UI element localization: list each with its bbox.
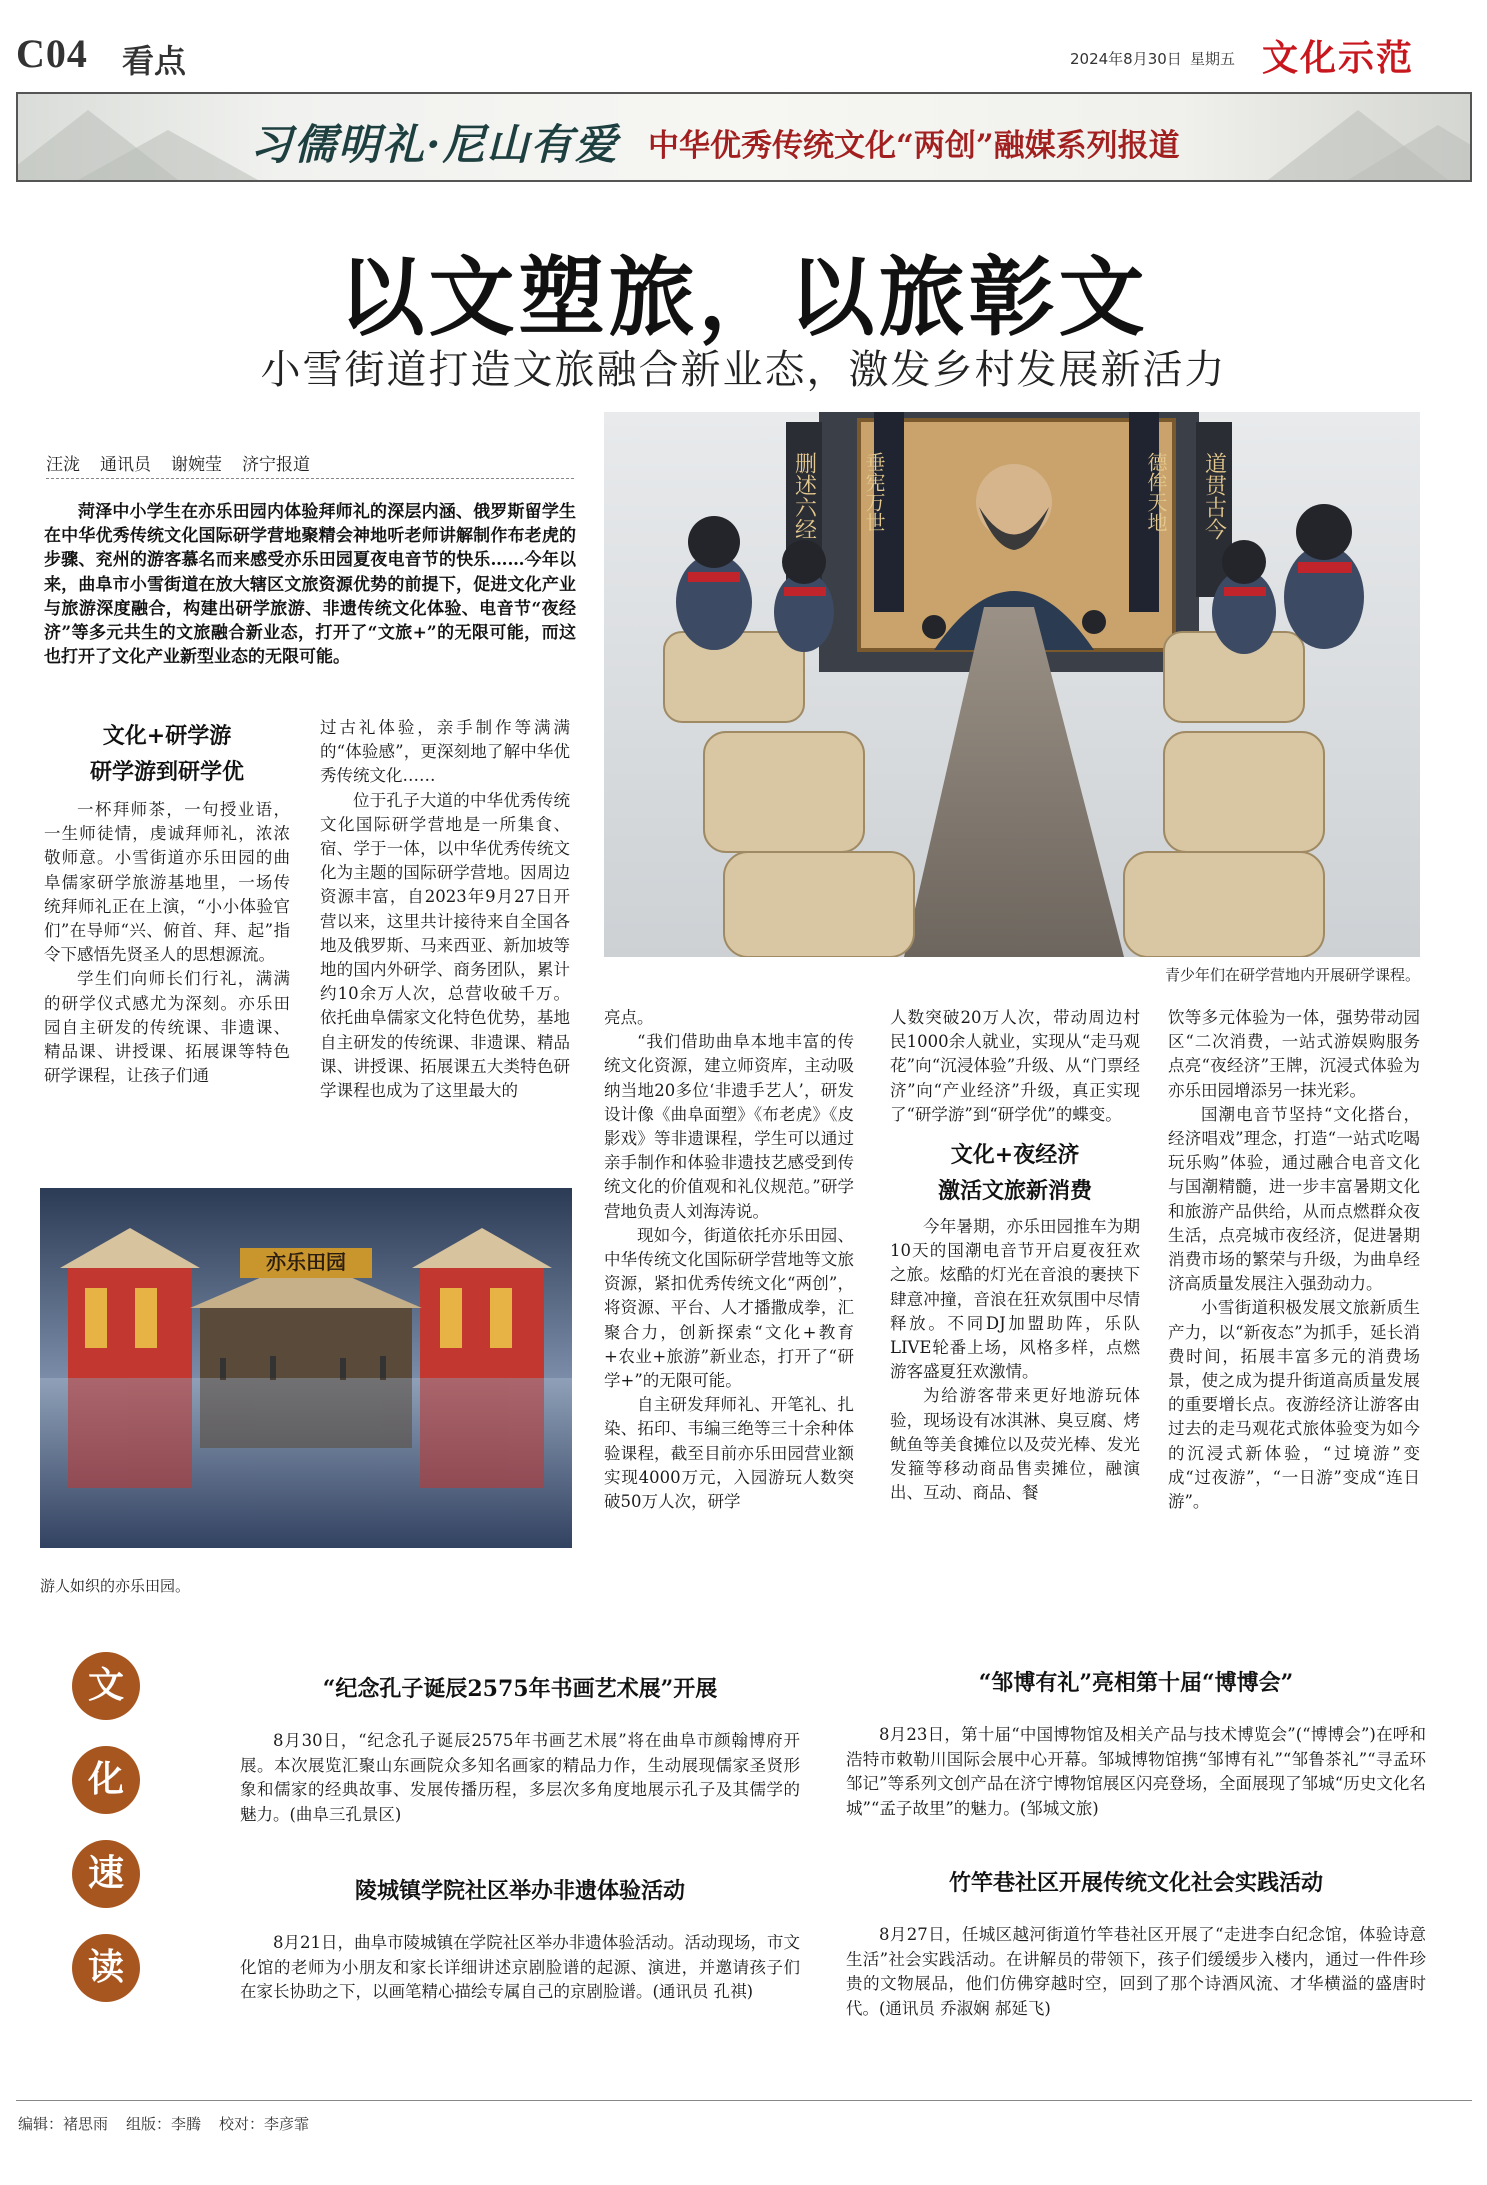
- news-body: 8月30日，“纪念孔子诞辰2575年书画艺术展”将在曲阜市颜翰博府开展。本次展览汇聚山东画院众多知名画家的精品力作，生动展现儒家圣贤形象和儒家的经典故事、发展传播历程，多层次多角度地展示孔子及其儒学的魅力。(曲阜三孔景区): [240, 1731, 800, 1824]
- article-column-4: [890, 1006, 1140, 1505]
- section-heading-line: 激活文旅新消费: [937, 1178, 1092, 1205]
- research-camp-photo: [604, 412, 1420, 957]
- article-column-2: [320, 716, 570, 1103]
- banner-text-right-1: 德侔天地: [1144, 452, 1168, 532]
- banner-text-left-1: 删述六经: [791, 452, 817, 540]
- paragraph: 国潮电音节坚持“文化搭台，经济唱戏”理念，打造“一站式吃喝玩乐购”体验，通过融合电音文化与国潮精髓，进一步丰富暑期文化和旅游产品供给，从而点燃群众夜生活，点亮城市夜经济，促进暑期消费市场的繁荣与升级，为曲阜经济高质量发展注入强劲动力。: [1168, 1104, 1420, 1294]
- paragraph: 位于孔子大道的中华优秀传统文化国际研学营地是一所集食、宿、学于一体，以中华优秀传统文化为主题的国际研学营地。因周边资源丰富，自2023年9月27日开营以来，这里共计接待来自全国各地及俄罗斯、马来西亚、新加坡等地的国内外研学、商务团队，累计约10余万人次，总营收破千万。依托曲阜儒家文化特色优势，基地自主研发的传统课、非遗课、精品课、讲授课、拓展课五大类特色研学课程也成为了这里最大的: [320, 790, 570, 1101]
- paragraph: 小雪街道积极发展文旅新质生产力，以“新夜态”为抓手，延长消费时间，拓展丰富多元的消费场景，使之成为提升街道高质量发展的重要增长点。夜游经济让游客由过去的走马观花式旅体验变为如今的沉浸式新体验，“过境游”变成“过夜游”，“一日游”变成“连日游”。: [1168, 1298, 1420, 1512]
- photo-caption: 青少年们在研学营地内开展研学课程。: [1164, 966, 1420, 984]
- section-heading-line: 研学游到研学优: [89, 759, 244, 785]
- byline-author: 汪泷: [46, 455, 80, 475]
- footer-layout: 组版：李腾: [126, 2115, 202, 2133]
- quick-news-char: 文: [72, 1652, 140, 1720]
- article-lede: 菏泽中小学生在亦乐田园内体验拜师礼的深层内涵、俄罗斯留学生在中华优秀传统文化国际研学营地聚精会神地听老师讲解制作布老虎的步骤、兖州的游客慕名而来感受亦乐田园夏夜电音节的快乐……今年以来，曲阜市小雪街道在放大辖区文旅资源优势的前提下，促进文化产业与旅游深度融合，构建出研学旅游、非遗传统文化体验、电音节“夜经济”等多元共生的文旅融合新业态，打开了“文旅+”的无限可能，而这也打开了文化产业新型业态的无限可能。: [44, 502, 576, 668]
- yile-tianyuan-illustration: [40, 1188, 572, 1548]
- article-subheadline: 小雪街道打造文旅融合新业态，激发乡村发展新活力: [260, 347, 1227, 393]
- quick-news-char: 读: [72, 1934, 140, 2002]
- paragraph: 今年暑期，亦乐田园推车为期10天的国潮电音节开启夏夜狂欢之旅。炫酷的灯光在音浪的裹挟下肆意冲撞，音浪在狂欢氛围中尽情释放。不同DJ加盟助阵，乐队LIVE轮番上场，风格多样，点燃游客盛夏狂欢激情。: [890, 1217, 1140, 1382]
- footer-divider: [16, 2100, 1472, 2101]
- masthead-logo: 文化示范: [1262, 38, 1415, 79]
- photo-caption: 游人如织的亦乐田园。: [40, 1577, 191, 1595]
- quick-news-char: 化: [72, 1746, 140, 1814]
- section-heading-line: 文化+夜经济: [950, 1142, 1080, 1169]
- article-column-3: [604, 1006, 854, 1514]
- footer-proofreader: 校对：李彦霏: [219, 2115, 310, 2133]
- issue-date: 2024年8月30日: [1070, 50, 1182, 68]
- paragraph: 现如今，街道依托亦乐田园、中华传统文化国际研学营地等文旅资源，紧扣优秀传统文化“两创”，将资源、平台、人才播撒成拳，汇聚合力，创新探索“文化+教育+农业+旅游”新业态，打开了“研学+”的无限可能。: [604, 1225, 854, 1391]
- article-column-1: [44, 718, 290, 1088]
- paragraph: 自主研发拜师礼、开笔礼、扎染、拓印、韦编三绝等三十余种体验课程，截至目前亦乐田园营业额实现4000万元，入园游玩人数突破50万人次，研学: [604, 1395, 854, 1512]
- news-item: [846, 1666, 1426, 1821]
- page-number: C04: [16, 31, 88, 76]
- issue-weekday: 星期五: [1190, 50, 1236, 68]
- byline-divider: [46, 478, 574, 479]
- paragraph: 饮等多元体验为一体，强势带动园区“二次消费，一站式游娱购服务点亮“夜经济”王牌，沉浸式体验为亦乐田园增添另一抹光彩。: [1168, 1008, 1420, 1100]
- banner-slogan: 习儒明礼·尼山有爱: [250, 120, 619, 169]
- paragraph: 为给游客带来更好地游玩体验，现场设有冰淇淋、臭豆腐、烤鱿鱼等美食摊位以及荧光棒、发光发箍等移动商品售卖摊位，融演出、互动、商品、餐: [890, 1386, 1140, 1503]
- news-body: 8月23日，第十届“中国博物馆及相关产品与技术博览会”(“博博会”)在呼和浩特市敕勒川国际会展中心开幕。邹城博物馆携“邹博有礼”“邹鲁茶礼”“寻孟环邹记”等系列文创产品在济宁博物馆展区闪亮登场，全面展现了邹城“历史文化名城”“孟子故里”的魅力。(邹城文旅): [846, 1725, 1426, 1818]
- section-heading-night-economy: [890, 1137, 1140, 1209]
- news-title: 陵城镇学院社区举办非遗体验活动: [354, 1878, 685, 1904]
- banner-series-title: 中华优秀传统文化“两创”融媒系列报道: [648, 128, 1180, 164]
- gate-sign: 亦乐田园: [266, 1250, 346, 1274]
- paragraph: 过古礼体验，亲手制作等满满的“体验感”，更深刻地了解中华优秀传统文化……: [320, 718, 570, 786]
- news-item: [846, 1866, 1426, 2021]
- footer-editor: 编辑：褚思雨: [18, 2115, 109, 2133]
- news-item: [240, 1672, 800, 1827]
- quick-news-char: 速: [72, 1840, 140, 1908]
- section-name: 看点: [122, 42, 187, 80]
- series-banner: [16, 92, 1472, 182]
- banner-text-left-2: 垂宪万世: [862, 452, 886, 532]
- paragraph: 学生们向师长们行礼，满满的研学仪式感尤为深刻。亦乐田园自主研发的传统课、非遗课、精品课、讲授课、拓展课等特色研学课程，让孩子们通: [44, 969, 290, 1086]
- byline-role: 通讯员: [100, 455, 151, 475]
- footer-credits: [18, 2113, 327, 2134]
- quick-news-label: [72, 1652, 140, 2002]
- article-column-5: [1168, 1006, 1420, 1514]
- news-title: “邹博有礼”亮相第十届“博博会”: [978, 1670, 1294, 1696]
- research-camp-illustration: [604, 412, 1420, 957]
- section-heading-research: [44, 718, 290, 790]
- news-body: 8月27日，任城区越河街道竹竿巷社区开展了“走进李白纪念馆，体验诗意生活”社会实践活动。在讲解员的带领下，孩子们缓缓步入楼内，通过一件件珍贵的文物展品，他们仿佛穿越时空，回到了那个诗酒风流、才华横溢的盛唐时代。(通讯员 乔淑娴 郝延飞): [846, 1925, 1426, 2018]
- news-body: 8月21日，曲阜市陵城镇在学院社区举办非遗体验活动。活动现场，市文化馆的老师为小朋友和家长详细讲述京剧脸谱的起源、演进，并邀请孩子们在家长协助之下，以画笔精心描绘专属自己的京剧脸谱。(通讯员 孔祺): [240, 1933, 800, 2001]
- section-heading-line: 文化+研学游: [102, 723, 232, 749]
- paragraph: 一杯拜师茶，一句授业语，一生师徒情，虔诚拜师礼，浓浓敬师意。小雪街道亦乐田园的曲阜儒家研学旅游基地里，一场传统拜师礼正在上演，“小小体验官们”在导师“兴、俯首、拜、起”指令下感悟先贤圣人的思想源流。: [44, 800, 290, 965]
- byline-location: 济宁报道: [242, 455, 310, 475]
- news-title: “纪念孔子诞辰2575年书画艺术展”开展: [322, 1676, 718, 1702]
- yile-tianyuan-photo: [40, 1188, 572, 1548]
- byline: [46, 450, 330, 475]
- article-headline: 以文塑旅，以旅彰文: [338, 247, 1149, 348]
- paragraph: 亮点。: [604, 1008, 654, 1027]
- news-item: [240, 1874, 800, 2005]
- banner-text-right-2: 道贯古今: [1201, 452, 1227, 540]
- paragraph: 人数突破20万人次，带动周边村民1000余人就业，实现从“走马观花”向“沉浸体验”升级、从“门票经济”向“产业经济”升级，真正实现了“研学游”到“研学优”的蝶变。: [890, 1008, 1140, 1124]
- news-title: 竹竿巷社区开展传统文化社会实践活动: [948, 1870, 1323, 1896]
- byline-correspondent: 谢婉莹: [171, 455, 222, 475]
- paragraph: “我们借助曲阜本地丰富的传统文化资源，建立师资库，主动吸纳当地20多位‘非遗手艺人’，研发设计像《曲阜面塑》《布老虎》《皮影戏》等非遗课程，学生可以通过亲手制作和体验非遗技艺感受到传统文化的价值观和礼仪规范。”研学营地负责人刘海涛说。: [604, 1032, 854, 1221]
